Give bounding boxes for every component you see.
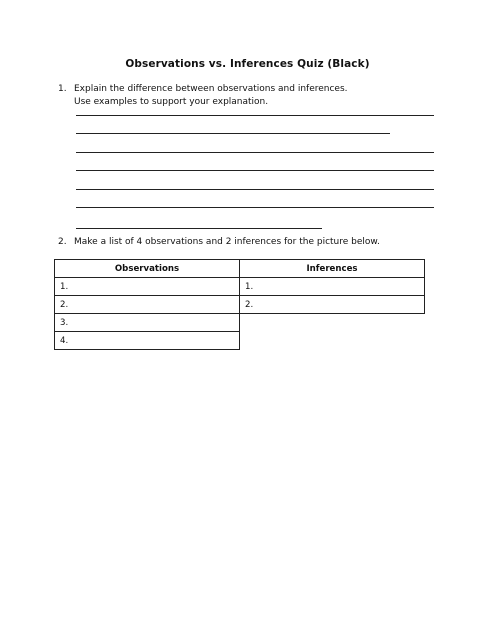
observations-inferences-table (54, 259, 425, 350)
answer-line-7[interactable] (76, 228, 322, 229)
question-1-text-line2: Use examples to support your explanation. (74, 96, 269, 107)
question-1 (58, 83, 348, 108)
table-row (55, 278, 425, 296)
inference-cell-1[interactable]: 1. (240, 278, 425, 296)
observations-header: Observations (55, 260, 240, 278)
table-header-row (55, 260, 425, 278)
answer-line-5[interactable] (76, 189, 434, 190)
inferences-header: Inferences (240, 260, 425, 278)
table-row (55, 332, 425, 350)
answer-line-4[interactable] (76, 170, 434, 171)
answer-line-3[interactable] (76, 152, 434, 153)
table-row (55, 314, 425, 332)
empty-cell (240, 332, 425, 350)
answer-line-6[interactable] (76, 207, 434, 208)
observation-cell-4[interactable]: 4. (55, 332, 240, 350)
quiz-title: Observations vs. Inferences Quiz (Black) (125, 58, 370, 70)
answer-line-1[interactable] (76, 115, 434, 116)
question-1-text-line1: Explain the difference between observations and inferences. (74, 84, 348, 94)
question-1-number: 1. (58, 84, 67, 94)
question-2-number: 2. (58, 237, 67, 247)
observation-cell-2[interactable]: 2. (55, 296, 240, 314)
inference-cell-2[interactable]: 2. (240, 296, 425, 314)
answer-line-2[interactable] (76, 133, 390, 134)
table-row (55, 296, 425, 314)
observation-cell-1[interactable]: 1. (55, 278, 240, 296)
question-2 (58, 236, 380, 249)
observation-cell-3[interactable]: 3. (55, 314, 240, 332)
question-2-text: Make a list of 4 observations and 2 inferences for the picture below. (74, 237, 380, 247)
empty-cell (240, 314, 425, 332)
